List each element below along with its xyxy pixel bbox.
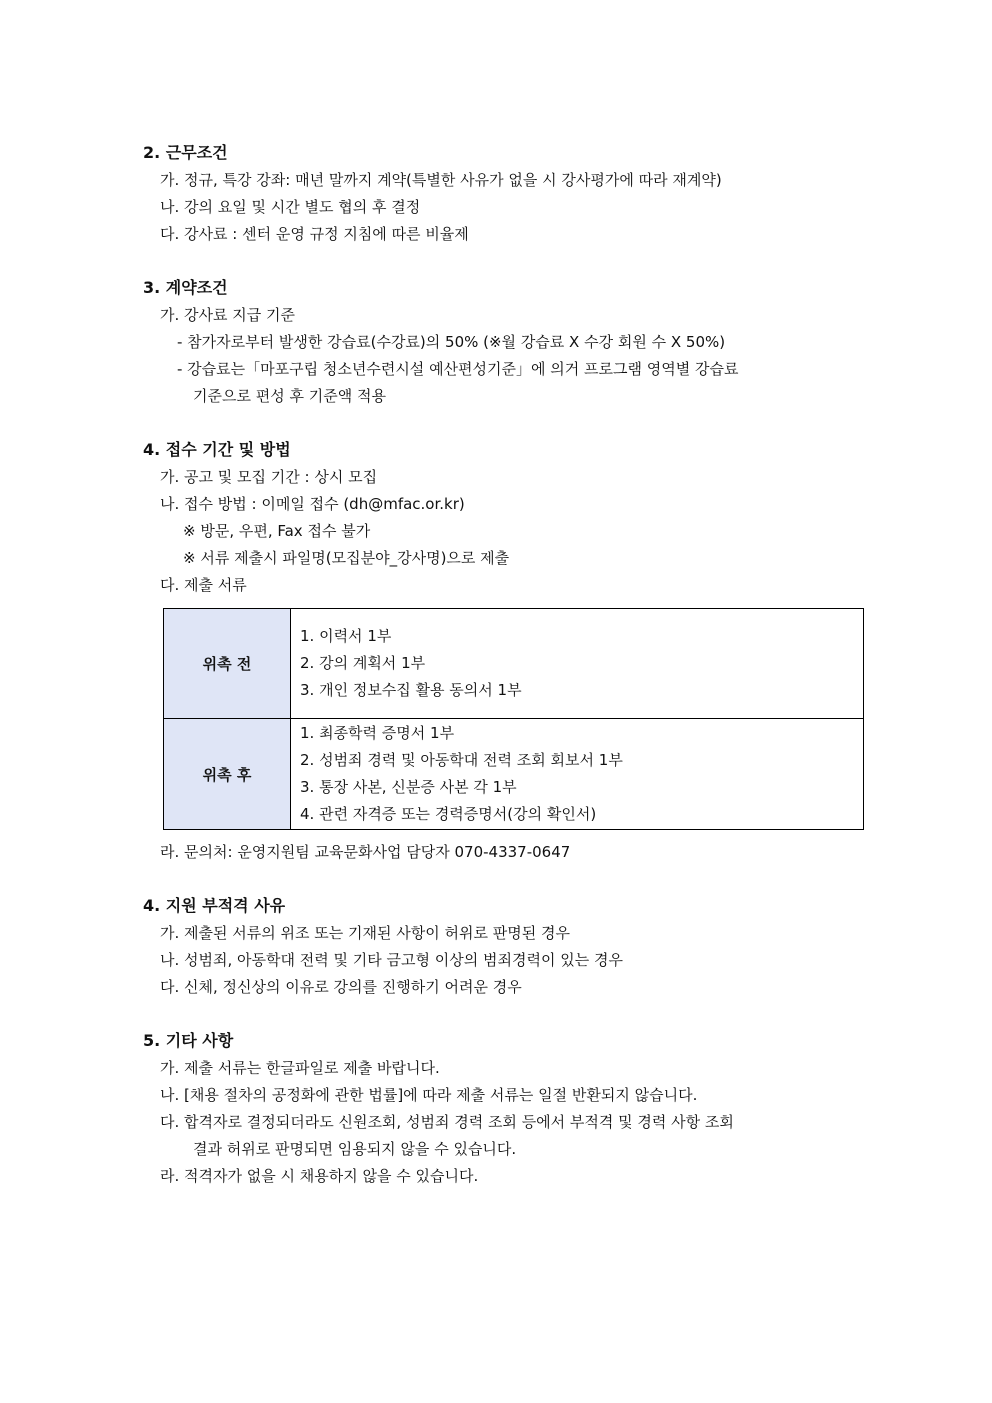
application-note: ※ 서류 제출시 파일명(모집분야_강사명)으로 제출 (183, 549, 510, 567)
section-heading-others: 5. 기타 사항 (143, 1031, 234, 1050)
table-row (164, 719, 864, 830)
application-period: 가. 공고 및 모집 기간 : 상시 모집 (160, 468, 378, 486)
document-item: 1. 이력서 1부 (300, 627, 392, 645)
work-condition-item: 다. 강사료 : 센터 운영 규정 지침에 따른 비율제 (160, 225, 469, 243)
after-appointment-items (291, 719, 864, 830)
document-item: 2. 성범죄 경력 및 아동학대 전력 조회 회보서 1부 (300, 751, 623, 769)
application-method: 나. 접수 방법 : 이메일 접수 (dh@mfac.or.kr) (160, 495, 465, 513)
document-item: 4. 관련 자격증 또는 경력증명서(강의 확인서) (300, 805, 597, 823)
section-heading-contract-conditions: 3. 계약조건 (143, 278, 228, 297)
section-heading-application: 4. 접수 기간 및 방법 (143, 440, 291, 459)
disqualification-item: 다. 신체, 정신상의 이유로 강의를 진행하기 어려운 경우 (160, 978, 522, 996)
before-appointment-label: 위촉 전 (164, 609, 291, 719)
disqualification-item: 나. 성범죄, 아동학대 전력 및 기타 금고형 이상의 범죄경력이 있는 경우 (160, 951, 623, 969)
section-heading-work-conditions: 2. 근무조건 (143, 143, 228, 162)
table-row (164, 609, 864, 719)
document-item: 1. 최종학력 증명서 1부 (300, 724, 455, 742)
other-item: 나. [채용 절차의 공정화에 관한 법률]에 따라 제출 서류는 일절 반환되지 않습니다. (160, 1086, 698, 1104)
required-documents-label: 다. 제출 서류 (160, 576, 247, 594)
section-heading-disqualification: 4. 지원 부적격 사유 (143, 896, 286, 915)
other-item: 다. 합격자로 결정되더라도 신원조회, 성범죄 경력 조회 등에서 부적격 및 경력 사항 조회 (160, 1113, 734, 1131)
work-condition-item: 가. 정규, 특강 강좌: 매년 말까지 계약(특별한 사유가 없을 시 강사평가에 따라 재계약) (160, 171, 722, 189)
contract-subitem-continuation: 기준으로 편성 후 기준액 적용 (193, 387, 386, 405)
required-documents-table (163, 608, 864, 830)
contract-item-fee-standard: 가. 강사료 지급 기준 (160, 306, 295, 324)
other-item: 가. 제출 서류는 한글파일로 제출 바랍니다. (160, 1059, 440, 1077)
contact-info: 라. 문의처: 운영지원팀 교육문화사업 담당자 070-4337-0647 (160, 843, 571, 861)
work-condition-item: 나. 강의 요일 및 시간 별도 협의 후 결정 (160, 198, 421, 216)
contract-subitem: - 강습료는「마포구립 청소년수련시설 예산편성기준」에 의거 프로그램 영역별 강습료 (177, 360, 739, 378)
other-item-continuation: 결과 허위로 판명되면 임용되지 않을 수 있습니다. (193, 1140, 517, 1158)
other-item: 라. 적격자가 없을 시 채용하지 않을 수 있습니다. (160, 1167, 479, 1185)
document-item: 3. 통장 사본, 신분증 사본 각 1부 (300, 778, 517, 796)
disqualification-item: 가. 제출된 서류의 위조 또는 기재된 사항이 허위로 판명된 경우 (160, 924, 570, 942)
application-note: ※ 방문, 우편, Fax 접수 불가 (183, 522, 371, 540)
document-item: 2. 강의 계획서 1부 (300, 654, 426, 672)
document-item: 3. 개인 정보수집 활용 동의서 1부 (300, 681, 522, 699)
after-appointment-label: 위촉 후 (164, 719, 291, 830)
before-appointment-items (291, 609, 864, 719)
contract-subitem: - 참가자로부터 발생한 강습료(수강료)의 50% (※월 강습료 X 수강 회원 수 X 50%) (177, 333, 726, 351)
